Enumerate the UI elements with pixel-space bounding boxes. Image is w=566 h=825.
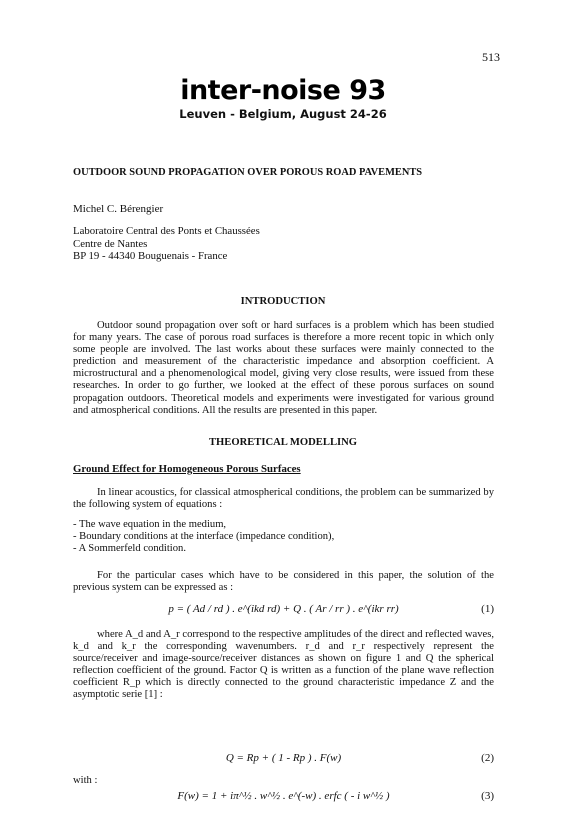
equation-number: (1) (481, 603, 494, 615)
solution-text: For the particular cases which have to be considered in this paper, the solution of the previous system can be expressed as : (73, 570, 494, 594)
affiliation-line: Laboratoire Central des Ponts et Chaussées (73, 225, 260, 237)
list-item: - The wave equation in the medium, (73, 519, 227, 530)
equation-expression: F(w) = 1 + iπ^½ . w^½ . e^(-w) . erfc ( - i w^½ ) (177, 790, 390, 802)
ground-effect-text: In linear acoustics, for classical atmospherical conditions, the problem can be summarized by the following system of equations : (73, 487, 494, 511)
modelling-heading: THEORETICAL MODELLING (208, 437, 358, 448)
affiliation (73, 225, 260, 263)
introduction-paragraph (73, 320, 494, 417)
author-name: Michel C. Bérengier (73, 203, 164, 215)
where-paragraph (73, 629, 494, 702)
list-item: - A Sommerfeld condition. (73, 543, 186, 555)
ground-effect-paragraph (73, 487, 494, 511)
equation-number: (3) (481, 790, 494, 802)
conference-name: inter-noise 93 (180, 75, 386, 106)
affiliation-line: BP 19 - 44340 Bouguenais - France (73, 250, 228, 262)
introduction-text: Outdoor sound propagation over soft or hard surfaces is a problem which has been studied for many years. The case of porous road surfaces is therefore a more recent topic in which only some people are involved. The last works about these surfaces were mainly connected to the prediction and measurement of the characteristic impedance and absorption coefficient. A microstructural and a phenomenological model, giving very close results, were issued from these researches. In order to go further, we looked at the effect of these porous surfaces on sound propagation outdoors. Theoretical models and experiments were investigated for various ground and atmospherical conditions. All the results are presented in this paper. (73, 320, 494, 416)
ground-effect-heading: Ground Effect for Homogeneous Porous Surfaces (73, 463, 301, 475)
affiliation-line: Centre de Nantes (73, 237, 148, 250)
conference-logo (0, 76, 566, 122)
conference-location-date: Leuven - Belgium, August 24-26 (179, 107, 387, 121)
equation-system-list (73, 519, 334, 555)
page-number: 513 (482, 50, 500, 64)
equation-number: (2) (481, 752, 494, 764)
paper-title: OUTDOOR SOUND PROPAGATION OVER POROUS ROAD PAVEMENTS (73, 167, 423, 178)
equation-expression: Q = Rp + ( 1 - Rp ) . F(w) (225, 752, 342, 764)
where-text: where A_d and A_r correspond to the respective amplitudes of the direct and reflected waves, k_d and k_r the corresponding wavenumbers. r_d and r_r respectively represent the source/receiver and image-source/receiver distances as shown on figure 1 and Q the spherical reflection coefficient of the ground. Factor Q is written as a function of the plane wave reflection coefficient R_p which is directly connected to the ground characteristic impedance Z and the asymptotic serie [1] : (73, 629, 494, 701)
introduction-heading: INTRODUCTION (240, 296, 326, 307)
with-label: with : (73, 775, 98, 786)
equation-expression: p = ( Ad / rd ) . e^(ikd rd) + Q . ( Ar / rr ) . e^(ikr rr) (168, 603, 399, 615)
solution-paragraph (73, 570, 494, 594)
list-item: - Boundary conditions at the interface (impedance condition), (73, 531, 335, 543)
